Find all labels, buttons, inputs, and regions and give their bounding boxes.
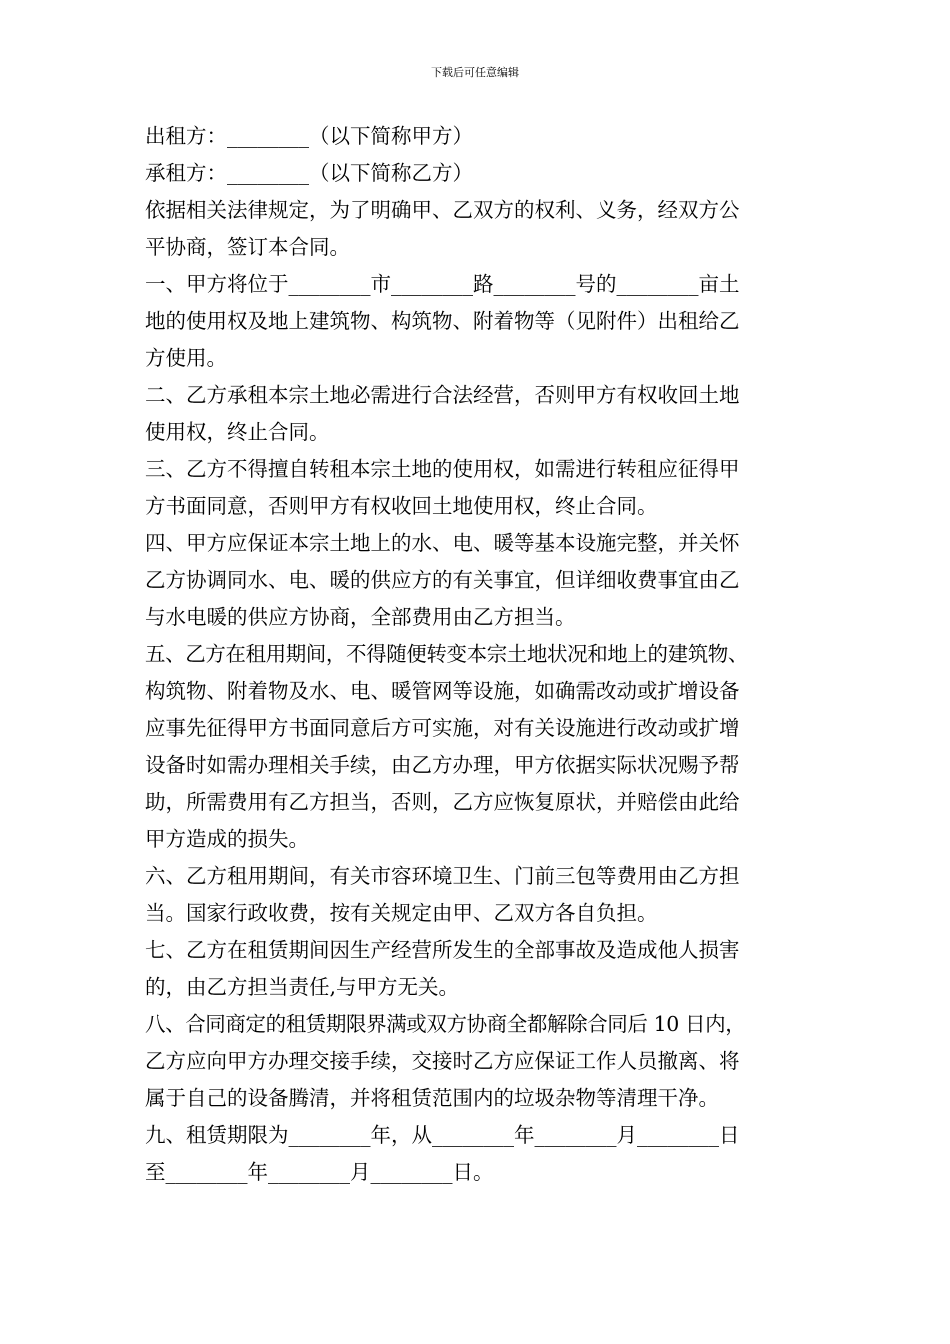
clause-5-line-5: 助，所需费用有乙方担当，否则，乙方应恢复原状，并赔偿由此给 [145,790,740,814]
contract-body [145,118,825,1191]
clause-9-line-1: 九、租赁期限为________年，从________年________月________日 [145,1123,740,1147]
clause-4-line-1: 四、甲方应保证本宗土地上的水、电、暖等基本设施完整，并关怀 [145,531,740,555]
clause-8-line-3: 属于自己的设备腾清，并将租赁范围内的垃圾杂物等清理干净。 [145,1086,719,1110]
clause-5-line-6: 甲方造成的损失。 [145,827,309,851]
clause-5-line-3: 应事先征得甲方书面同意后方可实施，对有关设施进行改动或扩增 [145,716,740,740]
clause-6-line-1: 六、乙方租用期间，有关市容环境卫生、门前三包等费用由乙方担 [145,864,740,888]
clause-8-line-1: 八、合同商定的租赁期限界满或双方协商全都解除合同后 10 日内， [145,1012,746,1036]
clause-5-line-1: 五、乙方在租用期间，不得随便转变本宗土地状况和地上的建筑物、 [145,642,748,666]
clause-1-line-2: 地的使用权及地上建筑物、构筑物、附着物等（见附件）出租给乙 [145,309,740,333]
preamble-line-1: 依据相关法律规定，为了明确甲、乙双方的权利、义务，经双方公 [145,198,740,222]
page-header: 下载后可任意编辑 [431,66,519,79]
clause-4-line-2: 乙方协调同水、电、暖的供应方的有关事宜，但详细收费事宜由乙 [145,568,740,592]
clause-1-line-3: 方使用。 [145,346,227,370]
clause-9-line-2: 至________年________月________日。 [145,1160,494,1184]
clause-8-line-2: 乙方应向甲方办理交接手续，交接时乙方应保证工作人员撤离、将 [145,1049,740,1073]
clause-4-line-3: 与水电暖的供应方协商，全部费用由乙方担当。 [145,605,576,629]
clause-1-line-1: 一、甲方将位于________市________路________号的________亩土 [145,272,740,296]
clause-3-line-2: 方书面同意，否则甲方有权收回土地使用权，终止合同。 [145,494,658,518]
clause-6-line-2: 当。国家行政收费，按有关规定由甲、乙双方各自负担。 [145,901,658,925]
lessee-line: 承租方：________（以下简称乙方） [145,161,473,185]
lessor-line: 出租方：________（以下简称甲方） [145,124,473,148]
clause-7-line-2: 的，由乙方担当责任,与甲方无关。 [145,975,460,999]
clause-2-line-2: 使用权，终止合同。 [145,420,330,444]
preamble-line-2: 平协商，签订本合同。 [145,235,350,259]
clause-3-line-1: 三、乙方不得擅自转租本宗土地的使用权，如需进行转租应征得甲 [145,457,740,481]
clause-2-line-1: 二、乙方承租本宗土地必需进行合法经营，否则甲方有权收回土地 [145,383,740,407]
clause-5-line-4: 设备时如需办理相关手续，由乙方办理，甲方依据实际状况赐予帮 [145,753,740,777]
clause-5-line-2: 构筑物、附着物及水、电、暖管网等设施，如确需改动或扩增设备 [145,679,740,703]
clause-7-line-1: 七、乙方在租赁期间因生产经营所发生的全部事故及造成他人损害 [145,938,740,962]
